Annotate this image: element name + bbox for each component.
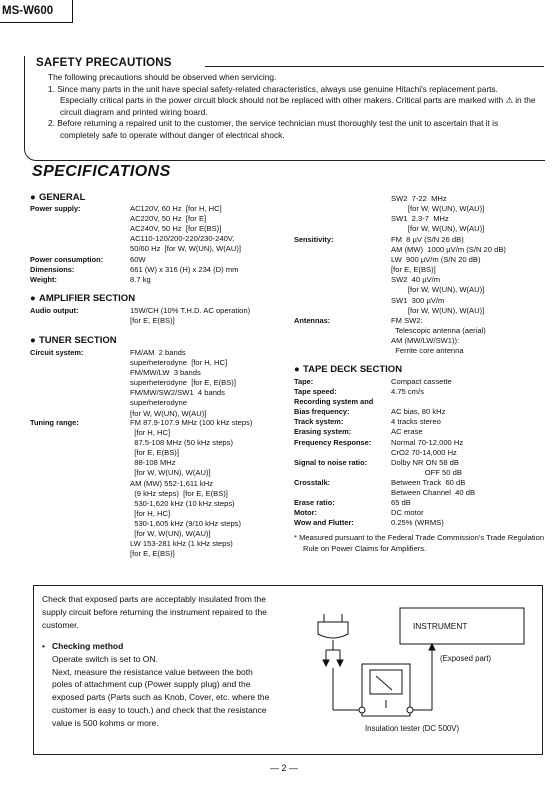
checking-method-body: Next, measure the resistance value between the both poles of attachment cup (Power supply plug) and the exposed parts (Parts such as Knob, Cover, etc. where the customer is easy to touch.) and check that the resistance value is 500 kohms or more. <box>52 666 270 729</box>
power-supply-label: Power supply: <box>30 204 81 213</box>
spec-line: [for E, E(BS)] <box>391 265 436 275</box>
spec-line: [for W, W(UN), W(AU)] <box>391 305 485 315</box>
tape-spec-label: Bias frequency: <box>294 407 350 417</box>
circuit-system-value <box>130 348 236 419</box>
sw-range-value <box>391 194 484 234</box>
tape-spec-row <box>294 387 544 397</box>
power-consumption-label: Power consumption: <box>30 255 104 264</box>
checking-method-title: • Checking method <box>42 640 124 651</box>
tuning-range-value <box>130 418 252 559</box>
antennas-label: Antennas: <box>294 316 331 325</box>
spec-line: LW 900 µV/m (S/N 20 dB) <box>391 255 481 265</box>
spec-line: AC110-120/200-220/230-240V, <box>130 234 235 244</box>
insulation-tester-label: Insulation tester (DC 500V) <box>365 724 460 733</box>
spec-line: [for W, W(UN), W(AU)] <box>391 204 485 214</box>
spec-line: [for W, W(UN), W(AU)] <box>130 529 211 539</box>
tape-spec-value: DC motor <box>391 508 424 518</box>
exposed-part-label: (Exposed part) <box>440 654 492 663</box>
tape-spec-row <box>294 397 544 407</box>
tape-spec-label: Motor: <box>294 508 317 518</box>
specifications-title: SPECIFICATIONS <box>32 163 171 180</box>
safety-intro: The following precautions should be observed when servicing. <box>48 72 277 82</box>
spec-line: FM/MW/LW 3 bands <box>130 368 201 378</box>
model-number: MS-W600 <box>0 0 73 23</box>
spec-line: [for W, W(UN), W(AU)] <box>130 468 211 478</box>
bullet-icon: • <box>42 640 45 651</box>
tape-spec-label: Erase ratio: <box>294 498 335 508</box>
spec-line: SW2 7-22 MHz <box>391 194 447 203</box>
spec-line: AM (MW) 552-1,611 kHz <box>130 478 213 488</box>
tape-spec-value: Normal 70-12,000 Hz <box>391 437 464 447</box>
tuning-range-label: Tuning range: <box>30 418 79 427</box>
tape-spec-value: AC bias, 80 kHz <box>391 407 446 417</box>
dimensions-value: 661 (W) x 316 (H) x 234 (D) mm <box>130 265 239 274</box>
sensitivity-value <box>391 235 506 316</box>
tape-spec-row <box>294 488 544 498</box>
tape-spec-row <box>294 478 544 488</box>
spec-line: AC220V, 50 Hz [for E] <box>130 214 207 224</box>
audio-output-value <box>130 306 250 326</box>
antennas-value <box>391 316 486 356</box>
spec-line: SW1 300 µV/m <box>391 295 445 305</box>
tape-spec-value: Compact cassette <box>391 377 452 386</box>
tape-spec-label: Wow and Flutter: <box>294 518 354 528</box>
tape-spec-label: Erasing system: <box>294 427 352 437</box>
tape-spec-label: Track system: <box>294 417 344 427</box>
tape-spec-label: Recording system and <box>294 397 374 407</box>
tape-spec-value: OFF 50 dB <box>391 467 462 477</box>
spec-line: [for E, E(BS)] <box>130 316 175 326</box>
tester-meter <box>370 670 402 694</box>
spec-line: 88-108 MHz <box>130 458 176 468</box>
sensitivity-label: Sensitivity: <box>294 235 334 244</box>
instrument-label: INSTRUMENT <box>413 621 468 631</box>
tape-spec-value: Between Track 60 dB <box>391 477 466 487</box>
tape-spec-row <box>294 458 544 468</box>
spec-line: 530-1,620 kHz (10 kHz steps) <box>130 498 235 508</box>
bullet-icon: ● <box>30 335 36 346</box>
spec-line: AC240V, 50 Hz [for E(BS)] <box>130 224 222 234</box>
spec-line: FM/MW/SW2/SW1 4 bands <box>130 388 225 398</box>
safety-rule <box>205 66 544 67</box>
tape-spec-label <box>294 468 391 478</box>
tape-spec-row <box>294 468 544 478</box>
tape-spec-row <box>294 417 544 427</box>
safety-item-1: 1. Since many parts in the unit have special safety-related characteristics, always use genuine Hitachi's replacement parts. Especially critical parts in the power circuit block should not be replaced with other makers. Critical parts are marked with ⚠ in the circuit diagram and printed wiring board. <box>48 83 536 117</box>
spec-line: 50/60 Hz [for W, W(UN), W(AU)] <box>130 244 241 254</box>
spec-line: Ferrite core antenna <box>391 346 464 356</box>
spec-line: [for W, W(UN), W(AU)] <box>391 224 485 234</box>
tape-spec-value: Dolby NR ON 58 dB <box>391 457 459 467</box>
spec-line: LW 153-281 kHz (1 kHz steps) <box>130 539 233 549</box>
tape-spec-value: Between Channel 40 dB <box>391 488 476 498</box>
weight-value: 8.7 kg <box>130 275 151 284</box>
tape-spec-label: Crosstalk: <box>294 477 331 487</box>
tape-deck-table <box>294 377 544 528</box>
tape-spec-label <box>294 448 391 458</box>
tape-spec-row <box>294 518 544 528</box>
tester-box <box>362 664 410 716</box>
spec-line: superheterodyne <box>130 398 187 408</box>
tape-spec-value: 0.25% (WRMS) <box>391 518 444 528</box>
tape-deck-heading: ● TAPE DECK SECTION <box>294 364 403 375</box>
tape-spec-row <box>294 498 544 508</box>
tape-spec-value: CrO2 70-14,000 Hz <box>391 447 457 457</box>
spec-line: [for W, W(UN), W(AU)] <box>130 408 207 418</box>
measurement-note: * Measured pursuant to the Federal Trade Commission's Trade Regulation Rule on Power Claims for Amplifiers. <box>294 533 545 553</box>
bullet-icon: ● <box>30 293 36 304</box>
tape-spec-label: Frequency Response: <box>294 437 372 447</box>
spec-line: AC120V, 60 Hz [for H, HC] <box>130 204 222 213</box>
spec-line: [for E, E(BS)] <box>130 448 179 458</box>
spec-line: [for H, HC] <box>130 508 171 518</box>
check-intro: Check that exposed parts are acceptably insulated from the supply circuit before returning the instrument repaired to the customer. <box>42 594 267 630</box>
weight-label: Weight: <box>30 275 57 284</box>
tape-spec-value: AC erase <box>391 427 423 437</box>
bullet-icon: ● <box>294 364 300 375</box>
spec-line: FM 8 µV (S/N 26 dB) <box>391 235 464 244</box>
tape-spec-row <box>294 448 544 458</box>
tape-spec-label: Signal to noise ratio: <box>294 457 368 467</box>
spec-line: [for W, W(UN), W(AU)] <box>391 285 485 295</box>
page-number: — 2 — <box>270 763 299 773</box>
checking-method-line: Operate switch is set to ON. <box>52 653 158 664</box>
power-supply-value <box>130 204 241 254</box>
spec-line: 87.5-108 MHz (50 kHz steps) <box>130 438 233 448</box>
amplifier-heading: ● AMPLIFIER SECTION <box>30 293 136 304</box>
power-consumption-value: 60W <box>130 255 146 264</box>
general-heading: ● GENERAL <box>30 192 86 203</box>
tape-spec-row <box>294 508 544 518</box>
circuit-system-label: Circuit system: <box>30 348 84 357</box>
tape-spec-label: Tape: <box>294 377 314 386</box>
spec-line: superheterodyne [for E, E(BS)] <box>130 378 236 388</box>
spec-line: SW2 40 µV/m <box>391 275 441 285</box>
tuner-heading: ● TUNER SECTION <box>30 335 117 346</box>
spec-line: [for E, E(BS)] <box>130 549 175 559</box>
spec-line: [for H, HC] <box>130 428 171 438</box>
dimensions-label: Dimensions: <box>30 265 75 274</box>
spec-line: 530-1,605 kHz (9/10 kHz steps) <box>130 518 242 528</box>
spec-line: AM (MW) 1000 µV/m (S/N 20 dB) <box>391 245 506 255</box>
spec-line: AM (MW/LW/SW1)): <box>391 336 460 346</box>
insulation-check-text <box>42 593 274 730</box>
safety-title: SAFETY PRECAUTIONS <box>33 57 175 69</box>
spec-line: superheterodyne [for H, HC] <box>130 358 228 368</box>
tape-spec-row <box>294 377 544 387</box>
tape-spec-row <box>294 407 544 417</box>
tape-spec-row <box>294 427 544 437</box>
spec-line: FM/AM 2 bands <box>130 348 186 357</box>
safety-text <box>48 72 536 142</box>
tape-spec-label: Tape speed: <box>294 387 337 397</box>
plug-icon <box>318 622 348 638</box>
tape-spec-label <box>294 488 391 498</box>
spec-line: FM 87.9-107.9 MHz (100 kHz steps) <box>130 418 253 427</box>
tape-spec-value: 4 tracks stereo <box>391 417 441 427</box>
spec-line: FM SW2: <box>391 316 423 325</box>
spec-line: (9 kHz steps) [for E, E(BS)] <box>130 488 228 498</box>
spec-line: Telescopic antenna (aerial) <box>391 326 486 336</box>
safety-item-2: 2. Before returning a repaired unit to the customer, the service technician must thoroughly test the unit to ascertain that it is completely safe to operate without danger of electrical shock. <box>48 118 499 140</box>
tape-spec-value: 4.75 cm/s <box>391 387 424 397</box>
audio-output-label: Audio output: <box>30 306 79 315</box>
bullet-icon: ● <box>30 192 36 203</box>
spec-line: SW1 2.3-7 MHz <box>391 214 449 224</box>
tape-spec-value: 65 dB <box>391 498 411 508</box>
tape-spec-row <box>294 438 544 448</box>
spec-line: 15W/CH (10% T.H.D. AC operation) <box>130 306 251 315</box>
